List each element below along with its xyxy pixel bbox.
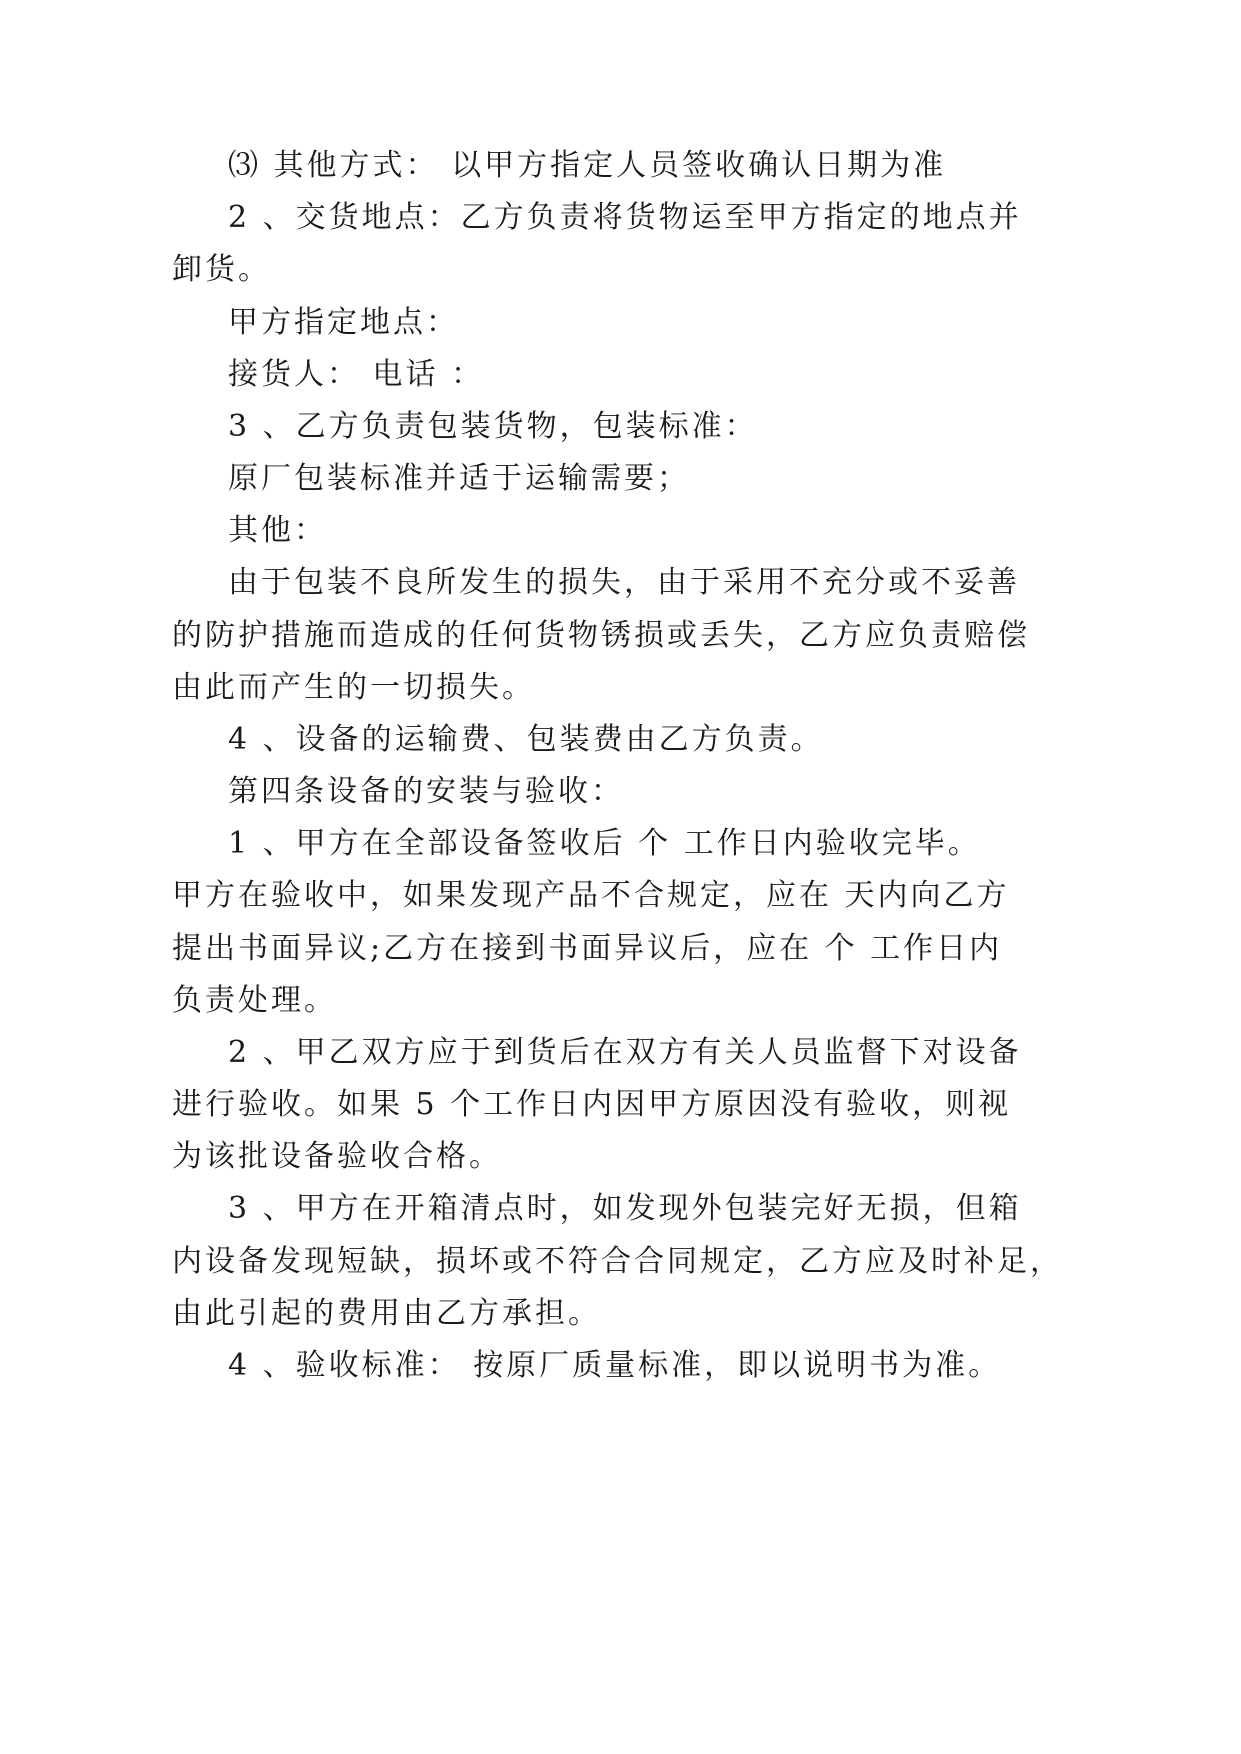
text-line: 卸货。: [172, 252, 271, 287]
text-line: ⑶ 其他方式： 以甲方指定人员签收确认日期为准: [228, 148, 947, 183]
text-line: 由此而产生的一切损失。: [172, 670, 535, 705]
text-line: 提出书面异议;乙方在接到书面异议后，应在 个 工作日内: [172, 931, 1003, 966]
text-line: 其他：: [228, 513, 327, 548]
text-line: 3 、甲方在开箱清点时，如发现外包装完好无损，但箱: [228, 1191, 1022, 1226]
text-line: 接货人： 电话 ：: [228, 357, 485, 392]
text-line: 的防护措施而造成的任何货物锈损或丢失，乙方应负责赔偿: [172, 618, 1030, 653]
text-line: 2 、交货地点：乙方负责将货物运至甲方指定的地点并: [228, 200, 1022, 235]
text-line: 第四条设备的安装与验收：: [228, 774, 624, 809]
text-line: 为该批设备验收合格。: [172, 1139, 502, 1174]
text-line: 进行验收。如果 5 个工作日内因甲方原因没有验收，则视: [172, 1087, 1012, 1122]
text-line: 甲方指定地点：: [228, 305, 459, 340]
text-line: 甲方在验收中，如果发现产品不合规定，应在 天内向乙方: [172, 878, 1010, 913]
text-line: 原厂包装标准并适于运输需要；: [228, 461, 690, 496]
text-line: 内设备发现短缺，损坏或不符合合同规定，乙方应及时补足，: [172, 1244, 1063, 1279]
text-line: 1 、甲方在全部设备签收后 个 工作日内验收完毕。: [228, 826, 981, 861]
text-line: 由于包装不良所发生的损失，由于采用不充分或不妥善: [228, 565, 1020, 600]
text-line: 4 、设备的运输费、包装费由乙方负责。: [228, 722, 824, 757]
text-line: 负责处理。: [172, 983, 337, 1018]
text-line: 4 、验收标准： 按原厂质量标准，即以说明书为准。: [228, 1348, 1002, 1383]
text-line: 由此引起的费用由乙方承担。: [172, 1296, 601, 1331]
text-line: 3 、乙方负责包装货物，包装标准：: [228, 409, 758, 444]
text-line: 2 、甲乙双方应于到货后在双方有关人员监督下对设备: [228, 1035, 1022, 1070]
